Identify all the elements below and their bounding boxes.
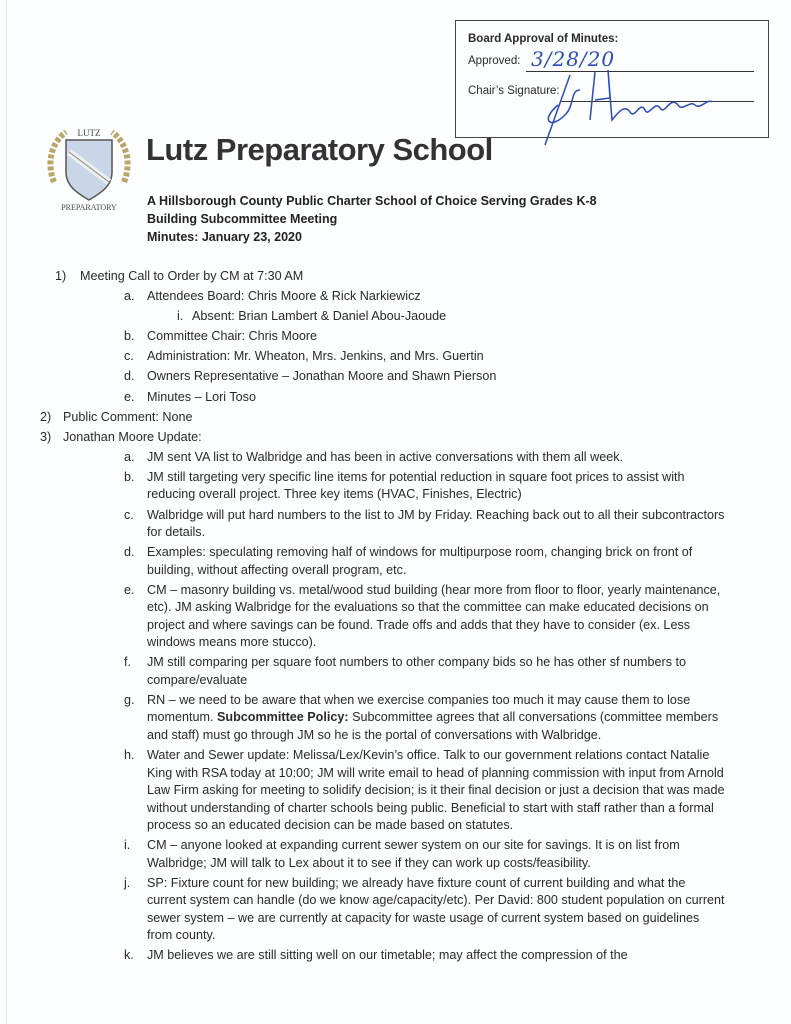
approval-title: Board Approval of Minutes:: [468, 33, 619, 45]
approved-label: Approved:: [468, 55, 521, 67]
svg-text:PREPARATORY: PREPARATORY: [61, 203, 117, 212]
list-item: b. JM still targeting very specific line items for potential reduction in square foot prices to assist with reducing overall project. Three key items (HVAC, Finishes, Electric): [124, 469, 685, 502]
list-item: a. JM sent VA list to Walbridge and has been in active conversations with them all week.: [124, 449, 623, 464]
school-crest-logo: [44, 122, 134, 212]
minutes-date: Minutes: January 23, 2020: [147, 230, 302, 244]
list-item: j. SP: Fixture count for new building; we already have fixture count of current building and what the current system can handle (do we know age/capacity/etc). Per David: 800 student population on current sewer system – we are currently at capacity for waste usage of current system based on guidelines from county.: [124, 875, 725, 943]
list-item: 1) Meeting Call to Order by CM at 7:30 AM: [55, 269, 304, 283]
list-item: 3) Jonathan Moore Update:: [40, 429, 202, 444]
school-description: A Hillsborough County Public Charter School of Choice Serving Grades K-8: [147, 194, 597, 208]
list-item: k. JM believes we are still sitting well on our timetable; may affect the compression of the: [124, 948, 628, 963]
list-item: i. Absent: Brian Lambert & Daniel Abou-Jaoude: [177, 309, 447, 324]
list-item: e. Minutes – Lori Toso: [124, 389, 256, 404]
subcommittee-policy-label: Subcommittee Policy:: [217, 710, 349, 725]
meeting-name: Building Subcommittee Meeting: [147, 212, 338, 226]
svg-text:LUTZ: LUTZ: [77, 128, 101, 138]
list-item: a. Attendees Board: Chris Moore & Rick Narkiewicz: [124, 289, 421, 304]
list-item: h. Water and Sewer update: Melissa/Lex/Kevin’s office. Talk to our government relations contact Natalie King with RSA today at 10:00; JM will write email to head of planning commission with input from Arnold Law Firm asking for meeting to solidify decision; is it their final decision or just a decision that was made without understanding of charter schools being public. Beneficial to start with staff rather than a formal process so an educated decision can be made based on statutes.: [124, 748, 725, 832]
list-item: e. CM – masonry building vs. metal/wood stud building (hear more from floor to floor, yearly maintenance, etc). JM asking Walbridge for the evaluations so that the committee can make educated decisions on project and where savings can be found. Trade offs and adds that they have to consider (ex. Less windows means more stucco).: [124, 582, 721, 650]
header-subtitle-block: [147, 192, 597, 246]
list-item: g. RN – we need to be aware that when we exercise companies too much it may cause them to lose momentum. Subcommittee Policy: Subcommittee agrees that all conversations (committee members and staff) must go through JM so he is the portal of conversations with Walbridge.: [124, 692, 719, 742]
list-item: f. JM still comparing per square foot numbers to other company bids so he has other sf numbers to compare/evaluate: [124, 655, 686, 687]
list-item: 2) Public Comment: None: [40, 409, 193, 424]
list-item: c. Administration: Mr. Wheaton, Mrs. Jenkins, and Mrs. Guertin: [124, 349, 484, 364]
list-item: i. CM – anyone looked at expanding current sewer system on our site for savings. It is on list from Walbridge; JM will talk to Lex about it to see if they can work up costs/feasibility.: [124, 838, 680, 870]
page-title: Lutz Preparatory School: [146, 132, 493, 167]
list-item: b. Committee Chair: Chris Moore: [124, 329, 318, 344]
list-item: c. Walbridge will put hard numbers to the list to JM by Friday. Reaching back out to all their subcontractors for details.: [124, 507, 725, 540]
list-item: d. Examples: speculating removing half of windows for multipurpose room, changing brick on front of building, without affecting overall program, etc.: [124, 545, 693, 577]
minutes-list: [0, 268, 791, 967]
approved-date: 3/28/20: [531, 47, 616, 71]
signature-label: Chair’s Signature:: [468, 85, 560, 97]
list-item: d. Owners Representative – Jonathan Moore and Shawn Pierson: [124, 369, 497, 384]
chair-signature: [530, 60, 730, 150]
